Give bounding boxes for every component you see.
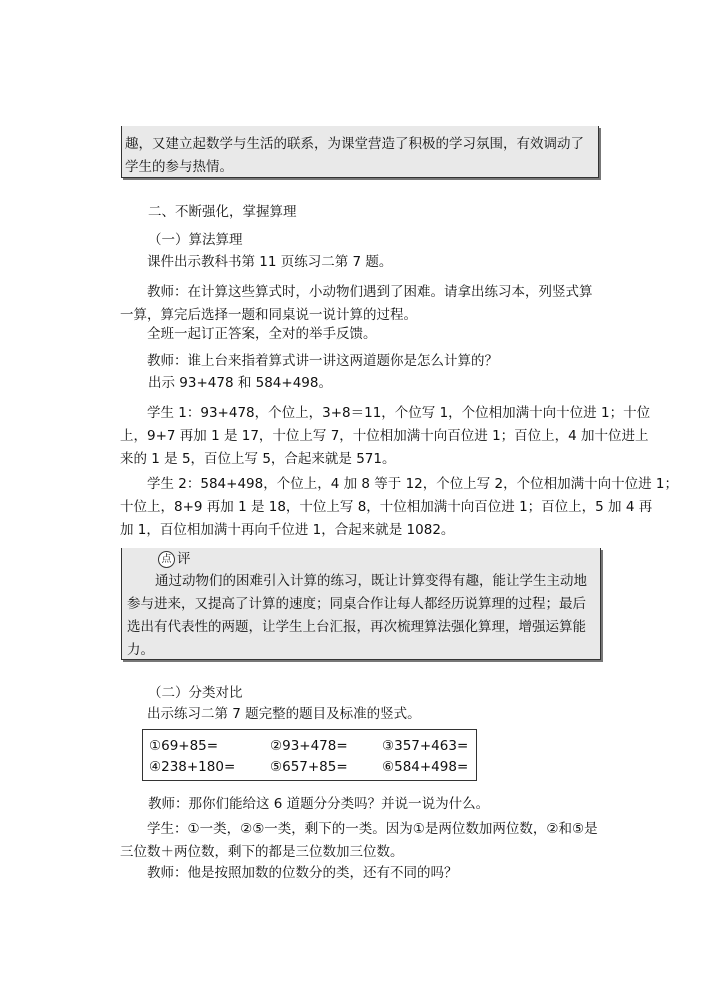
student-line: 十位上，8+9 再加 1 是 18，十位上写 8，十位相加满十向百位进 1；百位上，5 加 4 再 [120, 499, 653, 515]
intro-summary-box [121, 126, 599, 178]
student-line: 学生 1：93+478，个位上，3+8＝11，个位写 1，个位相加满十向十位进 1；十位 [147, 405, 651, 421]
student-line: 来的 1 是 5，百位上写 5，合起来就是 571。 [120, 451, 396, 467]
student-line: 学生：①一类，②⑤一类，剩下的一类。因为①是两位数加两位数，②和⑤是 [147, 821, 598, 837]
section-title: 二、不断强化，掌握算理 [148, 204, 297, 220]
intro-line-2: 学生的参与热情。 [125, 159, 233, 175]
student-line: 学生 2：584+498，个位上，4 加 8 等于 12，个位上写 2，个位相加满十向十位进 1； [147, 476, 679, 492]
intro-line-1: 趣，又建立起数学与生活的联系，为课堂营造了积极的学习氛围，有效调动了 [125, 136, 584, 152]
comment-badge-icon: 点 [158, 551, 175, 568]
subsection-title-1: （一）算法算理 [148, 232, 243, 248]
paragraph: 全班一起订正答案，全对的举手反馈。 [147, 326, 377, 342]
expression: ③357+463= [382, 738, 469, 754]
comment-box [121, 548, 601, 660]
teacher-line: 教师：在计算这些算式时，小动物们遇到了困难。请拿出练习本，列竖式算 [147, 284, 593, 300]
paragraph: 出示 93+478 和 584+498。 [148, 375, 332, 391]
comment-header [158, 548, 191, 571]
comment-body [127, 570, 597, 662]
teacher-line: 教师：那你们能给这 6 道题分分类吗？并说一说为什么。 [148, 796, 490, 812]
expression: ⑥584+498= [382, 759, 469, 775]
teacher-line: 一算，算完后选择一题和同桌说一说计算的过程。 [120, 307, 417, 323]
teacher-line: 教师：谁上台来指着算式讲一讲这两道题你是怎么计算的？ [147, 353, 498, 369]
paragraph: 课件出示教科书第 11 页练习二第 7 题。 [147, 254, 393, 270]
paragraph: 出示练习二第 7 题完整的题目及标准的竖式。 [147, 706, 421, 722]
student-line: 加 1，百位相加满十再向千位进 1，合起来就是 1082。 [120, 522, 455, 538]
expression: ⑤657+85= [270, 759, 348, 775]
comment-text: 通过动物们的困难引入计算的练习，既让计算变得有趣，能让学生主动地参与进来，又提高了计算的速度；同桌合作让每人都经历说算理的过程；最后选出有代表性的两题，让学生上台汇报，再次梳理算法强化算理，增强运算能力。 [127, 573, 587, 658]
expression: ②93+478= [270, 738, 348, 754]
expression: ④238+180= [149, 759, 236, 775]
teacher-line: 教师：他是按照加数的位数分的类，还有不同的吗？ [147, 865, 458, 881]
comment-label: 评 [177, 551, 191, 567]
student-line: 三位数＋两位数，剩下的都是三位数加三位数。 [120, 844, 404, 860]
expression: ①69+85= [149, 738, 219, 754]
student-line: 上，9+7 再加 1 是 17，十位上写 7，十位相加满十向百位进 1；百位上，4 加十位进上 [120, 428, 649, 444]
expressions-box [142, 729, 477, 781]
subsection-title-2: （二）分类对比 [148, 685, 243, 701]
